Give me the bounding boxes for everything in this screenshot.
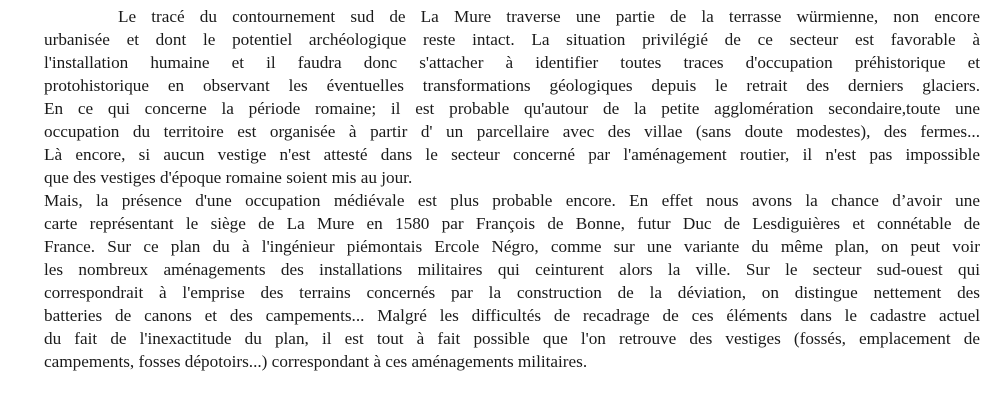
text-line: carte représentant le siège de La Mure en 1580 par François de Bonne, futur Duc de Lesdiguières et connétable de: [44, 214, 980, 233]
text-line: occupation du territoire est organisée à partir d' un parcellaire avec des villae (sans doute modestes), des fermes...: [44, 122, 980, 141]
text-line: campements, fosses dépotoirs...) correspondant à ces aménagements militaires.: [44, 352, 588, 371]
text-line: les nombreux aménagements des installations militaires qui ceinturent alors la ville. Sur le secteur sud-ouest qui: [44, 260, 980, 279]
text-line: batteries de canons et des campements... Malgré les difficultés de recadrage de ces éléments dans le cadastre actuel: [44, 306, 980, 325]
text-line: urbanisée et dont le potentiel archéologique reste intact. La situation privilégié de ce secteur est favorable à: [44, 30, 980, 49]
text-line: protohistorique en observant les éventuelles transformations géologiques depuis le retrait des derniers glaciers.: [44, 76, 980, 95]
text-line: que des vestiges d'époque romaine soient mis au jour.: [44, 168, 413, 187]
text-line: l'installation humaine et il faudra donc s'attacher à identifier toutes traces d'occupation préhistorique et: [44, 53, 980, 72]
text-line: Là encore, si aucun vestige n'est attesté dans le secteur concerné par l'aménagement routier, il n'est pas impossible: [44, 145, 980, 164]
text-line: France. Sur ce plan du à l'ingénieur piémontais Ercole Négro, comme sur une variante du même plan, on peut voir: [44, 237, 980, 256]
text-line: Le tracé du contournement sud de La Mure traverse une partie de la terrasse würmienne, non encore: [118, 7, 980, 26]
text-line: correspondrait à l'emprise des terrains concernés par la construction de la déviation, on distingue nettement des: [44, 283, 980, 302]
text-line: En ce qui concerne la période romaine; il est probable qu'autour de la petite agglomération secondaire,toute une: [44, 99, 980, 118]
text-line: du fait de l'inexactitude du plan, il est tout à fait possible que l'on retrouve des vestiges (fossés, emplacement de: [44, 329, 980, 348]
text-line: Mais, la présence d'une occupation médiévale est plus probable encore. En effet nous avons la chance d’avoir une: [44, 191, 980, 210]
